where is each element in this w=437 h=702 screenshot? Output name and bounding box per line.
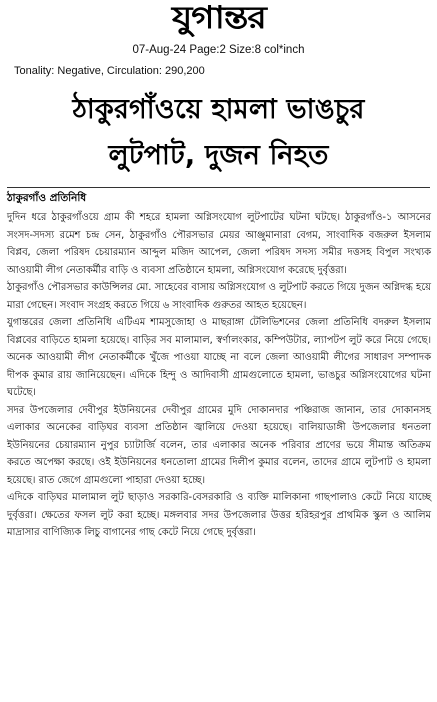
headline-line-2: লুটপাট, দুজন নিহত xyxy=(108,140,329,171)
headline-divider xyxy=(7,187,430,188)
newspaper-masthead xyxy=(0,0,437,42)
newspaper-logo: যুগান্তর xyxy=(171,0,266,36)
clipping-meta-date-size: 07-Aug-24 Page:2 Size:8 col*inch xyxy=(132,44,305,56)
article-paragraph: দুদিন ধরে ঠাকুরগাঁওয়ে গ্রাম কী শহরে হামলা অগ্নিসংযোগ লুটপাটের ঘটনা ঘটছে। ঠাকুরগাঁও-১ আসনের সংসদ-সদস্য রমেশ চন্দ্র সেন, ঠাকুরগাঁও পৌরসভার মেয়র আঞ্জুমানারা বেগম, সাংবাদিক বজরুল ইসলাম বিপ্লব, জেলা পরিষদ চেয়ারম্যান আব্দুল মজিদ আপেল, জেলা পরিষদ সদস্য সমীর দত্তসহ বিপুল সংখ্যক আওয়ামী লীগ নেতাকর্মীর বাড়ি ও ব্যবসা প্রতিষ্ঠানে হামলা, অগ্নিসংযোগ করেছে দুর্বৃত্তরা। xyxy=(7,212,431,276)
clipping-meta-tonality: Tonality: Negative, Circulation: 290,200 xyxy=(14,65,205,77)
article-paragraph: ঠাকুরগাঁও পৌরসভার কাউন্সিলর মো. সাহেবের বাসায় অগ্নিসংযোগ ও লুটপাট করতে গিয়ে দুজন অগ্নিদগ্ধ হয়ে মারা গেছেন। সংবাদ সংগ্রহ করতে গিয়ে ৬ সাংবাদিক গুরুতর আহত হয়েছেন। xyxy=(7,282,431,311)
headline-line-1: ঠাকুরগাঁওয়ে হামলা ভাঙচুর xyxy=(72,94,365,125)
article-paragraph: সদর উপজেলার দেবীপুর ইউনিয়নের দেবীপুর গ্রামের মুদি দোকানদার পঞ্চিরাজ জানান, তার দোকানসহ এলাকার অনেকের বাড়িঘর ব্যবসা প্রতিষ্ঠান জ্বালিয়ে দেওয়া হয়েছে। বালিয়াডাঙ্গী উপজেলার ধনতলা ইউনিয়নের চেয়ারম্যান নুপুর চ্যাটার্জি বলেন, তার এলাকার অনেক পরিবার প্রাণের ভয়ে সীমান্ত অতিক্রম করতে অপেক্ষা করছে। ওই ইউনিয়নের ধনতোলা গ্রামের দিলীপ কুমার বলেন, তাদের গ্রামে লুটপাট ও হামলা হয়েছে। রাত জেগে গ্রামগুলো পাহারা দেওয়া হচ্ছে। xyxy=(7,404,431,486)
article-paragraph: এদিকে বাড়িঘর মালামাল লুট ছাড়াও সরকারি-বেসরকারি ও ব্যক্তি মালিকানা গাছপালাও কেটে নিয়ে যাচ্ছে দুর্বৃত্তরা। ক্ষেতের ফসল লুট করা হচ্ছে। মঙ্গলবার সদর উপজেলার উত্তর হরিহরপুর প্রাথমিক স্কুল ও আলিম মাদ্রাসার বাণিজ্যিক লিচু বাগানের গাছ কেটে নিয়ে গেছে দুর্বৃত্তরা। xyxy=(7,492,431,538)
article-byline: ঠাকুরগাঁও প্রতিনিধি xyxy=(7,192,87,204)
article-headline xyxy=(0,87,437,179)
article-paragraph: যুগান্তরের জেলা প্রতিনিধি এটিএম শামসুজোহা ও মাছরাঙ্গা টেলিভিশনের জেলা প্রতিনিধি বদরুল ইসলাম বিপ্লবের বাড়িতে হামলা হয়েছে। বাড়ির সব মালামাল, স্বর্ণালংকার, কম্পিউটার, ল্যাপটপ লুট করে নিয়ে গেছে। অনেক আওয়ামী লীগ নেতাকর্মীকে খুঁজে পাওয়া যাচ্ছে না বলে জেলা আওয়ামী লীগের সাধারণ সম্পাদক দীপক কুমার রায় জানিয়েছেন। এদিকে হিন্দু ও আদিবাসী গ্রামগুলোতে হামলা, ভাঙচুর অগ্নিসংযোগের ঘটনা ঘটেছে। xyxy=(7,317,431,398)
article-body xyxy=(7,209,431,542)
